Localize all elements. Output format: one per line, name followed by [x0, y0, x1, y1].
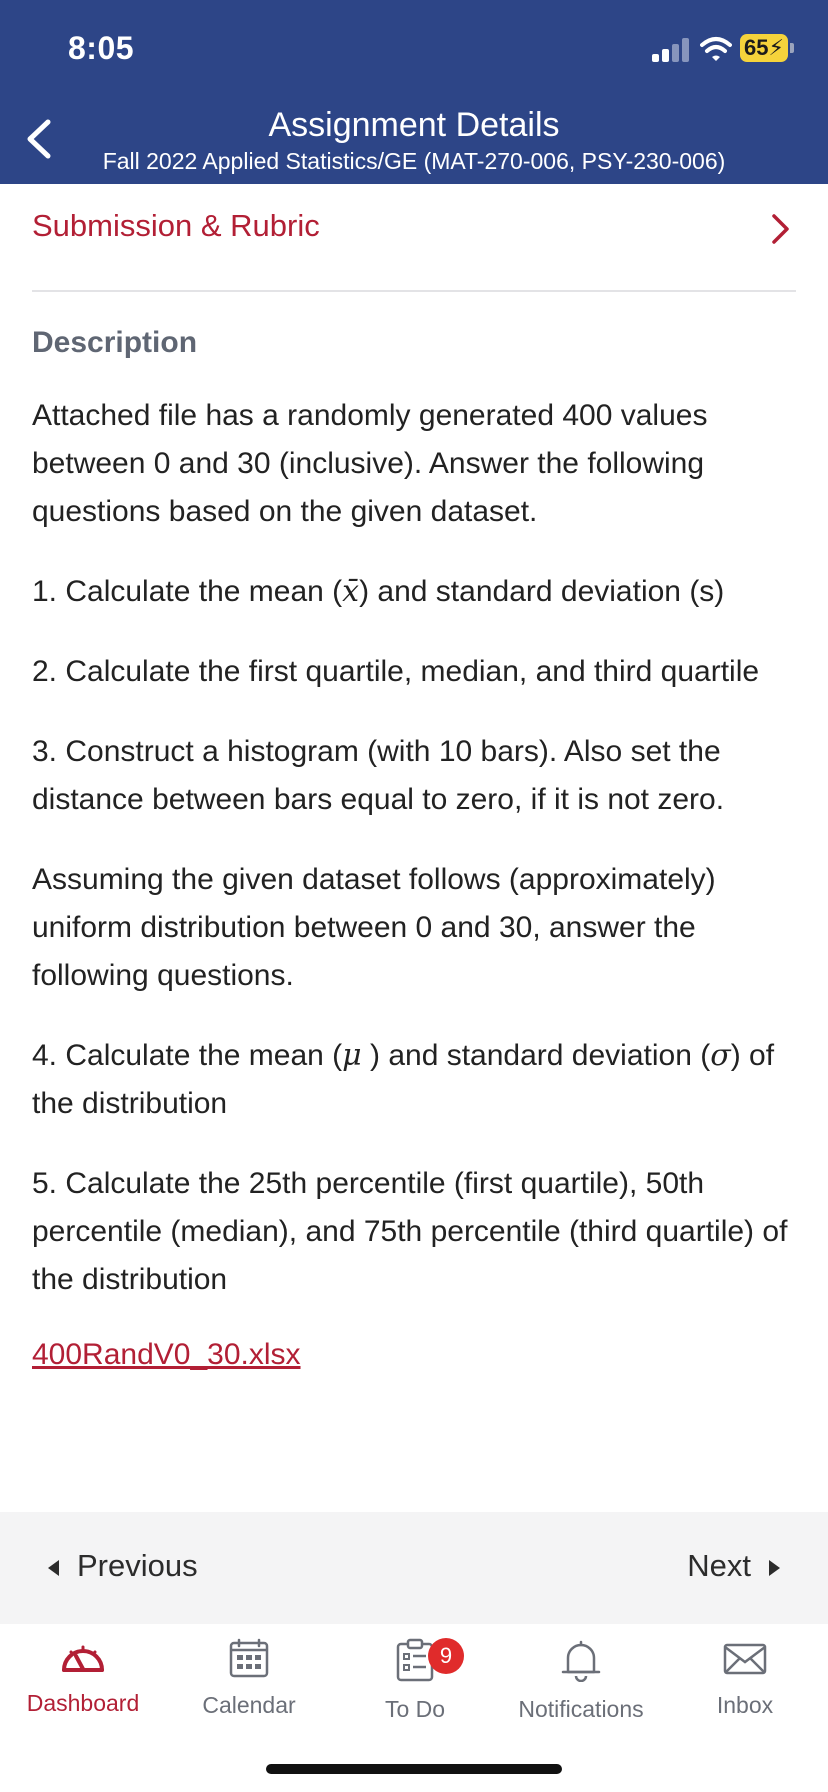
triangle-right-icon — [769, 1560, 780, 1576]
tab-dashboard[interactable] — [0, 1638, 166, 1717]
submission-rubric-label: Submission & Rubric — [32, 208, 320, 243]
mail-icon — [722, 1638, 768, 1678]
question-4 — [32, 1032, 800, 1128]
page-title: Assignment Details — [268, 106, 560, 144]
wifi-icon — [700, 34, 732, 64]
q4-text-before: 4. Calculate the mean ( — [32, 1039, 343, 1072]
q4-text-after: ) of the distribution — [32, 1039, 775, 1120]
todo-count-badge: 9 — [428, 1638, 464, 1674]
bell-icon — [560, 1638, 602, 1682]
tab-inbox-label: Inbox — [716, 1692, 774, 1718]
tab-todo-label: To Do — [384, 1696, 446, 1722]
question-3: 3. Construct a histogram (with 10 bars). Also set the distance between bars equal to zero, if it is not zero. — [32, 735, 725, 816]
question-1 — [32, 568, 800, 616]
tab-inbox[interactable] — [662, 1638, 828, 1719]
attachment-file-link[interactable]: 400RandV0_30.xlsx — [32, 1338, 301, 1371]
next-button[interactable] — [687, 1548, 780, 1584]
home-indicator[interactable] — [266, 1764, 562, 1774]
triangle-left-icon — [48, 1560, 59, 1576]
battery-cap — [790, 43, 794, 53]
question-2: 2. Calculate the first quartile, median, and third quartile — [32, 655, 760, 688]
battery-indicator: 65⚡ — [740, 34, 788, 62]
tab-todo[interactable] — [332, 1638, 498, 1723]
tab-notifications-label: Notifications — [518, 1696, 644, 1722]
tab-calendar-label: Calendar — [202, 1692, 296, 1718]
course-subtitle: Fall 2022 Applied Statistics/GE (MAT-270-006, PSY-230-006) — [102, 148, 726, 174]
assumption-paragraph: Assuming the given dataset follows (approximately) uniform distribution between 0 and 30, answer the following questions. — [32, 863, 716, 992]
chevron-right-icon — [770, 212, 792, 246]
next-label: Next — [687, 1548, 751, 1583]
battery-level: 65 — [744, 35, 769, 60]
pager-bar — [0, 1512, 828, 1624]
tab-dashboard-label: Dashboard — [26, 1690, 140, 1716]
question-5: 5. Calculate the 25th percentile (first quartile), 50th percentile (median), and 75th percentile (third quartile) of the distribution — [32, 1167, 788, 1296]
tab-calendar[interactable] — [166, 1638, 332, 1719]
description-heading: Description — [32, 326, 198, 359]
status-time: 8:05 — [68, 30, 135, 66]
app-header — [0, 0, 828, 184]
dashboard-icon — [58, 1638, 108, 1676]
previous-label: Previous — [77, 1548, 198, 1583]
tab-notifications[interactable] — [498, 1638, 664, 1723]
cellular-signal-icon — [652, 38, 692, 62]
q1-text-before: 1. Calculate the mean ( — [32, 575, 343, 608]
description-section — [32, 320, 800, 1372]
sigma-symbol: σ — [710, 1038, 731, 1073]
q1-text-after: ) and standard deviation (s) — [359, 575, 725, 608]
submission-rubric-row[interactable] — [32, 184, 796, 292]
intro-paragraph: Attached file has a randomly generated 400 values between 0 and 30 (inclusive). Answer the following questions based on the given dataset. — [32, 399, 708, 528]
x-bar-symbol: x̄ — [342, 574, 360, 609]
q4-text-middle: ) and standard deviation ( — [361, 1039, 711, 1072]
mu-symbol: μ — [342, 1038, 362, 1073]
calendar-icon — [229, 1638, 269, 1678]
previous-button[interactable] — [48, 1548, 198, 1584]
